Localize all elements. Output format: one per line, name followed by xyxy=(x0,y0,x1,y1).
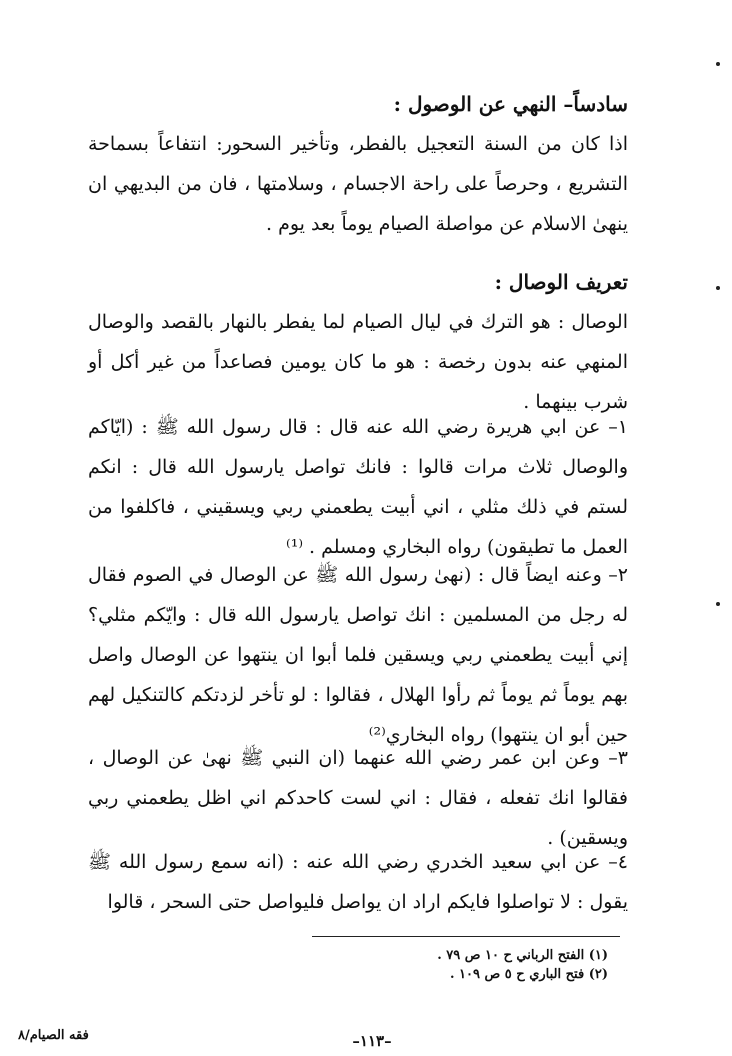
intro-paragraph: اذا كان من السنة التعجيل بالفطر، وتأخير السحور: انتفاعاً بسماحة التشريع ، وحرصاً على راحة الاجسام ، وسلامتها ، فان من البديهي ان ينهىٰ الاسلام عن مواصلة الصيام يوماً بعد يوم . xyxy=(88,133,628,235)
hadith-2-paragraph: ٢– وعنه ايضاً قال : (نهىٰ رسول الله ﷺ عن الوصال في الصوم فقال له رجل من المسلمين : انك تواصل يارسول الله قال : وايّكم مثلي؟ إني أبيت يطعمني ربي ويسقين فلما أبوا ان ينتهوا عن الوصال واصل بهم يوماً ثم يوماً ثم رأوا الهلال ، فقالوا : لو تأخر لزدتكم كالتنكيل لهم حين أبو ان ينتهوا) رواه البخاري⁽²⁾ xyxy=(88,564,628,746)
footnote-2: (٢) فتح الباري ح ٥ ص ١٠٩ . xyxy=(449,967,608,982)
definition-paragraph: الوصال : هو الترك في ليال الصيام لما يفطر بالنهار بالقصد والوصال المنهي عنه بدون رخصة : هو ما كان يومين فصاعداً من غير أكل أو شرب بينهما . xyxy=(88,311,628,413)
series-label: فقه الصيام/٨ xyxy=(18,1028,89,1043)
hadith-1-paragraph: ١– عن ابي هريرة رضي الله عنه قال : قال رسول الله ﷺ : (ايّاكم والوصال ثلاث مرات قالوا : فانك تواصل يارسول الله قال : انكم لستم في ذلك مثلي ، اني أبيت يطعمني ربي ويسقيني ، فاكلفوا من العمل ما تطيقون) رواه البخاري ومسلم . ⁽¹⁾ xyxy=(88,416,628,558)
section-heading-prohibition: سادساً– النهي عن الوصول : xyxy=(393,92,628,116)
section-heading-definition: تعريف الوصال : xyxy=(494,270,628,294)
scan-mark xyxy=(716,286,720,290)
scan-mark xyxy=(716,602,720,606)
footnotes xyxy=(312,946,608,984)
hadith-3-paragraph: ٣– وعن ابن عمر رضي الله عنهما (ان النبي ﷺ نهىٰ عن الوصال ، فقالوا انك تفعله ، فقال : اني لست كاحدكم اني اظل يطعمني ربي ويسقين) . xyxy=(88,747,628,849)
hadith-4-paragraph: ٤– عن ابي سعيد الخدري رضي الله عنه : (انه سمع رسول الله ﷺ يقول : لا تواصلوا فايكم اراد ان يواصل فليواصل حتى السحر ، قالوا xyxy=(88,851,628,913)
footnote-1: (١) الفتح الرباني ح ١٠ ص ٧٩ . xyxy=(437,948,608,963)
page-number: –١١٣– xyxy=(352,1032,392,1050)
scan-mark xyxy=(716,62,720,66)
footnote-divider xyxy=(312,936,620,937)
